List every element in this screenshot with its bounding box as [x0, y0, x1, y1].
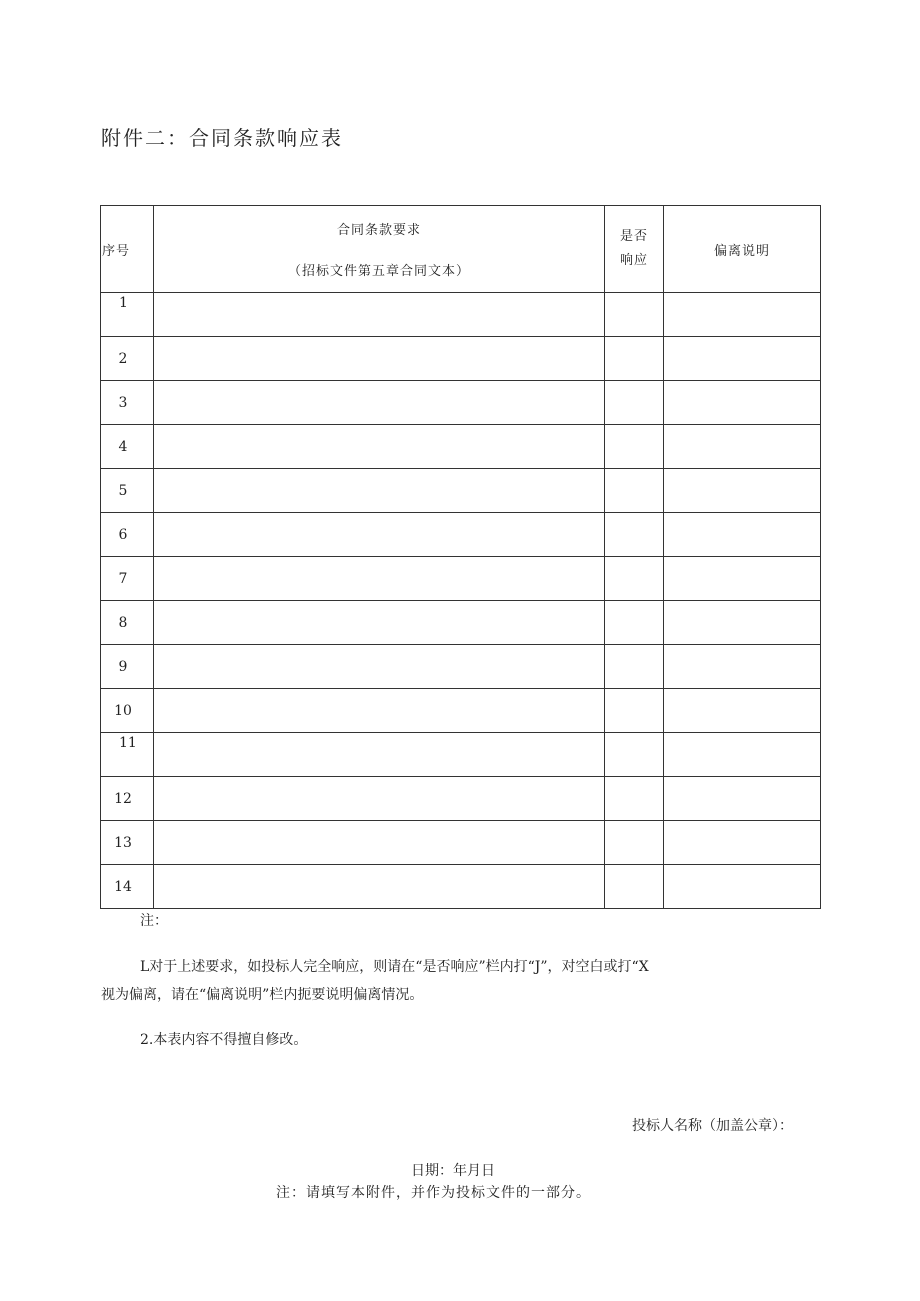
response-cell[interactable] — [605, 381, 664, 425]
requirement-cell[interactable] — [154, 601, 605, 645]
table-row — [101, 733, 821, 777]
deviation-cell[interactable] — [664, 865, 821, 909]
response-cell[interactable] — [605, 293, 664, 337]
header-requirement-source: （招标文件第五章合同文本） — [287, 264, 470, 279]
row-number: 4 — [101, 425, 154, 469]
deviation-cell[interactable] — [664, 337, 821, 381]
table-row — [101, 513, 821, 557]
requirement-cell[interactable] — [154, 337, 605, 381]
response-cell[interactable] — [605, 557, 664, 601]
requirement-cell[interactable] — [154, 425, 605, 469]
response-cell[interactable] — [605, 689, 664, 733]
requirement-cell[interactable] — [154, 865, 605, 909]
row-number: 1 — [101, 293, 154, 337]
deviation-cell[interactable] — [664, 601, 821, 645]
response-cell[interactable] — [605, 733, 664, 777]
header-response-line2: 响应 — [619, 253, 648, 268]
table-row — [101, 821, 821, 865]
page-title: 附件二：合同条款响应表 — [101, 126, 343, 150]
row-number: 5 — [101, 469, 154, 513]
note-item-2: 2.本表内容不得擅自修改。 — [140, 1032, 308, 1048]
response-cell[interactable] — [605, 469, 664, 513]
deviation-cell[interactable] — [664, 821, 821, 865]
table-row — [101, 293, 821, 337]
signature-date: 日期：年月日 — [411, 1163, 495, 1179]
deviation-cell[interactable] — [664, 689, 821, 733]
requirement-cell[interactable] — [154, 733, 605, 777]
requirement-cell[interactable] — [154, 777, 605, 821]
table-row — [101, 865, 821, 909]
requirement-cell[interactable] — [154, 557, 605, 601]
row-number: 10 — [101, 689, 154, 733]
response-cell[interactable] — [605, 645, 664, 689]
row-number: 9 — [101, 645, 154, 689]
table-row — [101, 777, 821, 821]
table-header-row — [101, 206, 821, 293]
deviation-cell[interactable] — [664, 733, 821, 777]
row-number: 11 — [101, 733, 154, 777]
table-row — [101, 469, 821, 513]
deviation-cell[interactable] — [664, 557, 821, 601]
deviation-cell[interactable] — [664, 645, 821, 689]
header-requirement-title: 合同条款要求 — [336, 223, 421, 238]
response-cell[interactable] — [605, 425, 664, 469]
response-cell[interactable] — [605, 777, 664, 821]
response-cell[interactable] — [605, 337, 664, 381]
requirement-cell[interactable] — [154, 689, 605, 733]
deviation-cell[interactable] — [664, 425, 821, 469]
table-row — [101, 557, 821, 601]
row-number: 2 — [101, 337, 154, 381]
header-response-line1: 是否 — [619, 229, 648, 244]
table-row — [101, 337, 821, 381]
requirement-cell[interactable] — [154, 645, 605, 689]
note-item-1: L对于上述要求，如投标人完全响应，则请在“是否响应”栏内打“J”，对空白或打“X — [140, 959, 649, 975]
header-requirement — [154, 206, 605, 293]
row-number: 12 — [101, 777, 154, 821]
header-response — [605, 206, 664, 293]
bidder-name-signature: 投标人名称（加盖公章）： — [632, 1118, 793, 1134]
deviation-cell[interactable] — [664, 293, 821, 337]
deviation-cell[interactable] — [664, 777, 821, 821]
response-cell[interactable] — [605, 821, 664, 865]
deviation-cell[interactable] — [664, 381, 821, 425]
requirement-cell[interactable] — [154, 513, 605, 557]
footer-note: 注：请填写本附件，并作为投标文件的一部分。 — [276, 1185, 591, 1201]
header-seq: 序号 — [101, 206, 154, 293]
note-item-1-cont: 视为偏离，请在“偏离说明”栏内扼要说明偏离情况。 — [101, 987, 424, 1003]
row-number: 7 — [101, 557, 154, 601]
table-row — [101, 425, 821, 469]
header-deviation: 偏离说明 — [664, 206, 821, 293]
notes-label: 注： — [140, 913, 168, 929]
row-number: 8 — [101, 601, 154, 645]
table-row — [101, 381, 821, 425]
table-row — [101, 601, 821, 645]
row-number: 3 — [101, 381, 154, 425]
response-cell[interactable] — [605, 601, 664, 645]
response-table — [100, 205, 821, 909]
requirement-cell[interactable] — [154, 293, 605, 337]
response-cell[interactable] — [605, 513, 664, 557]
table-row — [101, 689, 821, 733]
response-cell[interactable] — [605, 865, 664, 909]
table-row — [101, 645, 821, 689]
deviation-cell[interactable] — [664, 469, 821, 513]
requirement-cell[interactable] — [154, 469, 605, 513]
requirement-cell[interactable] — [154, 821, 605, 865]
row-number: 14 — [101, 865, 154, 909]
row-number: 6 — [101, 513, 154, 557]
requirement-cell[interactable] — [154, 381, 605, 425]
deviation-cell[interactable] — [664, 513, 821, 557]
row-number: 13 — [101, 821, 154, 865]
